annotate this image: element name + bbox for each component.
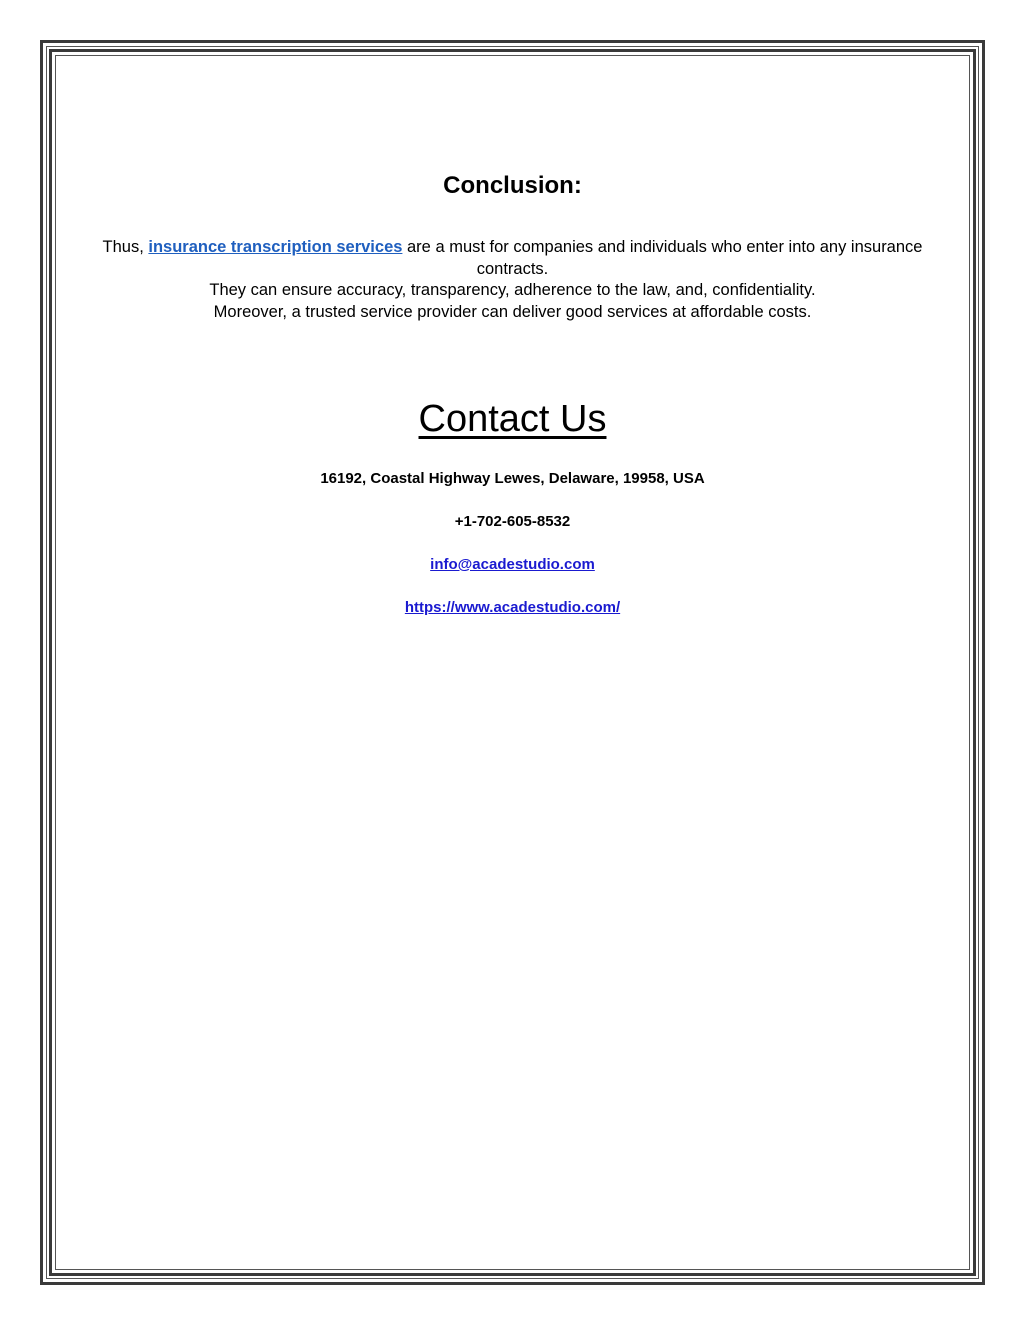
- insurance-transcription-link[interactable]: insurance transcription services: [148, 238, 403, 256]
- conclusion-line1-rest: are a must for companies and individuals who enter into any insurance contracts.: [402, 238, 923, 278]
- contact-website-link[interactable]: https://www.acadestudio.com/: [404, 599, 621, 616]
- contact-heading: Contact Us: [418, 398, 607, 440]
- conclusion-heading: Conclusion:: [443, 172, 582, 199]
- contact-email-link[interactable]: info@acadestudio.com: [430, 556, 595, 573]
- contact-address: 16192, Coastal Highway Lewes, Delaware, 19958, USA: [320, 470, 705, 487]
- conclusion-line3: Moreover, a trusted service provider can deliver good services at affordable costs.: [213, 302, 812, 321]
- conclusion-intro: Thus,: [102, 238, 149, 256]
- contact-phone: +1-702-605-8532: [454, 513, 571, 530]
- conclusion-line2: They can ensure accuracy, transparency, adherence to the law, and, confidentiality.: [209, 281, 816, 299]
- conclusion-paragraph: [100, 237, 925, 323]
